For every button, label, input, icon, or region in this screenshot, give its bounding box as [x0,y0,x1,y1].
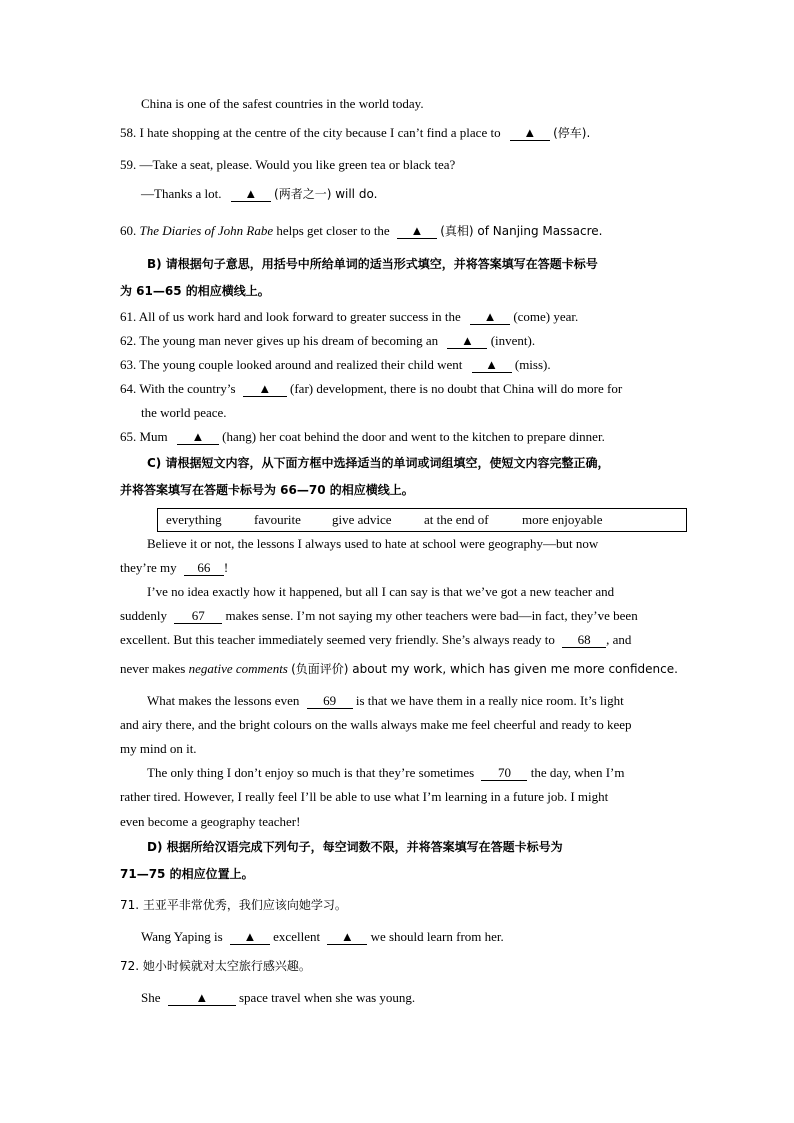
passage-line [147,765,624,781]
q60-num: 60. [120,223,137,238]
q61-blank[interactable]: ▲ [470,310,510,325]
q64-line2: the world peace. [141,405,227,420]
passage-line [120,661,678,677]
passage-line: and airy there, and the bright colours on the walls always make me feel cheerful and ready to keep [120,717,632,732]
section-d-instruction-2: 71—75 的相应位置上。 [120,867,254,881]
q59-line1: 59. —Take a seat, please. Would you like green tea or black tea? [120,157,456,172]
q60-blank[interactable]: ▲ [397,224,437,239]
question-61 [120,309,578,325]
passage-line [120,608,638,624]
question-58 [120,125,590,141]
word-box [157,508,687,532]
question-63 [120,357,551,373]
question-72 [141,990,415,1006]
q72-text: She [141,990,161,1005]
word-box-item: favourite [254,512,301,527]
question-64 [120,381,622,397]
q72-text: space travel when she was young. [239,990,416,1005]
passage-line [120,632,631,648]
q64-blank[interactable]: ▲ [243,382,287,397]
passage-text: excellent. But this teacher immediately seemed very friendly. She’s always ready to [120,632,555,647]
word-box-item: give advice [332,512,392,527]
passage-text: The only thing I don’t enjoy so much is that they’re sometimes [147,765,475,780]
passage-line: rather tired. However, I really feel I’ll be able to use what I’m learning in a future job. I might [120,789,609,804]
passage-line: Believe it or not, the lessons I always used to hate at school were geography—but now [147,536,599,551]
passage-text: (负面评价) about my work, which has given me more confidence. [291,662,678,676]
section-b-instruction-2: 为 61—65 的相应横线上。 [120,284,270,298]
q58-blank[interactable]: ▲ [510,126,550,141]
q71-blank-2[interactable]: ▲ [327,930,367,945]
q64-rest: (far) development, there is no doubt that China will do more for [290,381,623,396]
passage-line: my mind on it. [120,741,197,756]
q62-blank[interactable]: ▲ [447,334,487,349]
q62-text: 62. The young man never gives up his dream of becoming an [120,333,439,348]
question-60 [120,223,602,239]
word-box-item: at the end of [424,512,489,527]
q61-hint: (come) year. [513,309,579,324]
passage-text: suddenly [120,608,167,623]
q65-rest: (hang) her coat behind the door and went to the kitchen to prepare dinner. [222,429,605,444]
q59-text: —Thanks a lot. [141,186,222,201]
blank-68[interactable]: 68 [562,633,606,648]
passage-line [147,693,624,709]
q63-text: 63. The young couple looked around and realized their child went [120,357,463,372]
q71-text: Wang Yaping is [141,929,223,944]
passage-text: the day, when I’m [530,765,625,780]
q71-chinese: 71. 王亚平非常优秀，我们应该向她学习。 [120,898,347,912]
q71-text: we should learn from her. [370,929,504,944]
q60-book-title: The Diaries of John Rabe [139,223,274,238]
blank-70[interactable]: 70 [481,766,527,781]
q61-text: 61. All of us work hard and look forward to greater success in the [120,309,461,324]
question-71 [141,929,504,945]
section-b-instruction-1: B) 请根据句子意思，用括号中所给单词的适当形式填空，并将答案填写在答题卡标号 [147,257,598,271]
blank-69[interactable]: 69 [307,694,353,709]
blank-67[interactable]: 67 [174,609,222,624]
passage-italic: negative comments [188,661,288,676]
q64-text: 64. With the country’s [120,381,236,396]
blank-66[interactable]: 66 [184,561,224,576]
q72-blank[interactable]: ▲ [168,991,236,1006]
passage-text: they’re my [120,560,177,575]
word-box-item: more enjoyable [522,512,603,527]
q57-tail: China is one of the safest countries in the world today. [141,96,424,111]
question-59 [141,186,377,202]
passage-text: ! [223,560,229,575]
passage-line [120,560,228,576]
passage-text: never makes [120,661,186,676]
q72-chinese: 72. 她小时候就对太空旅行感兴趣。 [120,959,311,973]
q71-text: excellent [273,929,321,944]
q60-hint: (真相) of Nanjing Massacre. [440,224,603,238]
section-c-instruction-1: C) 请根据短文内容，从下面方框中选择适当的单词或词组填空，使短文内容完整正确， [147,456,610,470]
passage-text: is that we have them in a really nice room. It’s light [355,693,624,708]
passage-text: , and [606,632,632,647]
q65-blank[interactable]: ▲ [177,430,219,445]
passage-text: makes sense. I’m not saying my other teachers were bad—in fact, they’ve been [225,608,638,623]
q58-hint: (停车). [553,126,591,140]
passage-text: What makes the lessons even [147,693,300,708]
q58-text: 58. I hate shopping at the centre of the city because I can’t find a place to [120,125,501,140]
passage-line: I’ve no idea exactly how it happened, but all I can say is that we’ve got a new teacher and [147,584,615,599]
q71-blank-1[interactable]: ▲ [230,930,270,945]
section-d-instruction-1: D) 根据所给汉语完成下列句子，每空词数不限，并将答案填写在答题卡标号为 [147,840,563,854]
q59-hint: (两者之一) will do. [274,187,378,201]
q59-blank[interactable]: ▲ [231,187,271,202]
q63-hint: (miss). [514,357,551,372]
question-62 [120,333,535,349]
section-c-instruction-2: 并将答案填写在答题卡标号为 66—70 的相应横线上。 [120,483,414,497]
q63-blank[interactable]: ▲ [472,358,512,373]
passage-line: even become a geography teacher! [120,814,301,829]
word-box-item: everything [166,512,222,527]
q65-text: 65. Mum [120,429,168,444]
question-65 [120,429,605,445]
q60-text: helps get closer to the [276,223,390,238]
q62-hint: (invent). [490,333,536,348]
